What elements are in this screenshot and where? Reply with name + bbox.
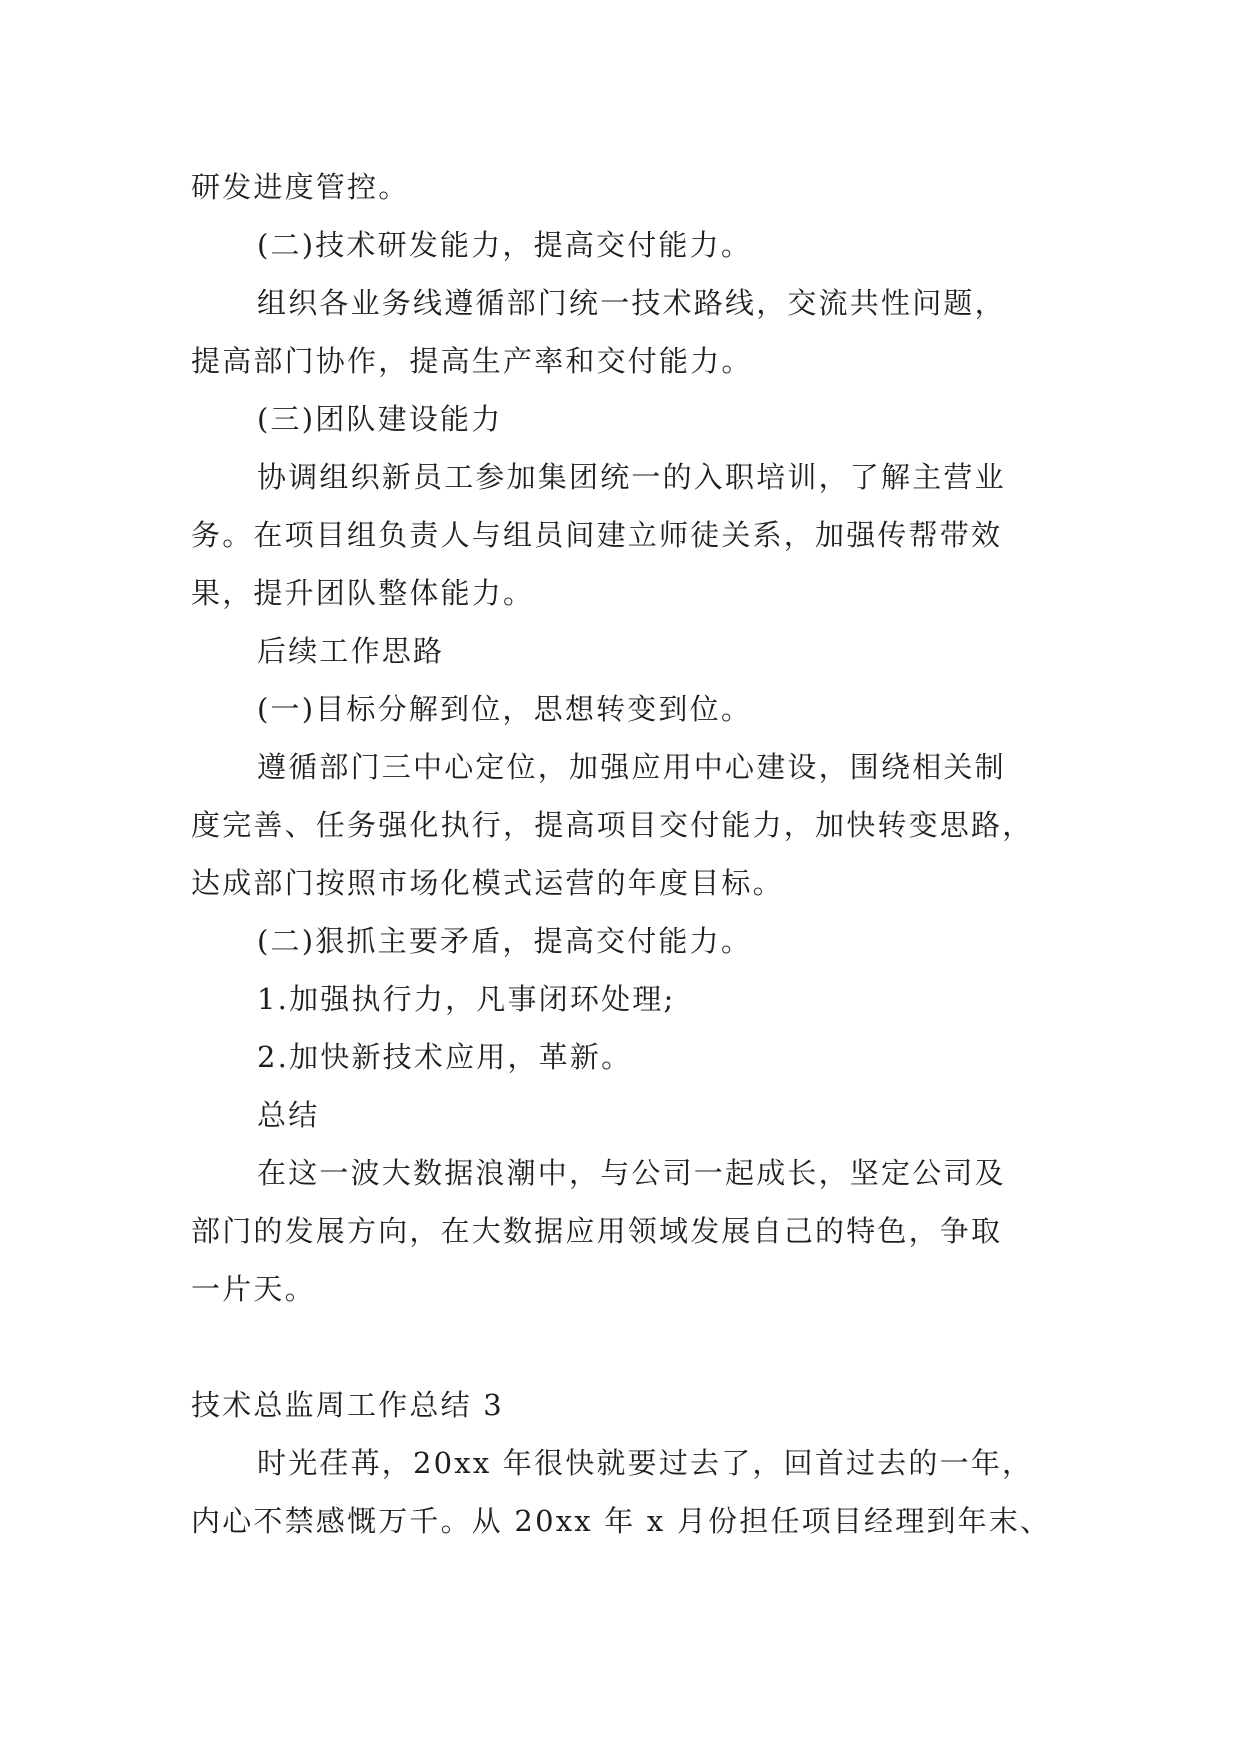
subheading-line: (三)团队建设能力 — [257, 402, 503, 436]
heading-line: 后续工作思路 — [257, 634, 445, 668]
paragraph-line: 提高部门协作，提高生产率和交付能力。 — [191, 344, 753, 378]
subheading-line: (二)狠抓主要矛盾，提高交付能力。 — [257, 924, 753, 958]
section-gap — [191, 1318, 1069, 1376]
paragraph-line: 时光荏苒，20xx 年很快就要过去了，回首过去的一年， — [257, 1446, 1034, 1480]
paragraph-line: 内心不禁感慨万千。从 20xx 年 x 月份担任项目经理到年末、 — [191, 1504, 1052, 1538]
paragraph-line: 果，提升团队整体能力。 — [191, 576, 535, 610]
document-body — [191, 158, 1069, 1550]
paragraph-line: 度完善、任务强化执行，提高项目交付能力，加快转变思路， — [191, 808, 1034, 842]
heading-line: 总结 — [257, 1098, 320, 1132]
list-item: 2.加快新技术应用，革新。 — [257, 1040, 633, 1074]
list-item: 1.加强执行力，凡事闭环处理; — [257, 982, 676, 1016]
paragraph-line: 一片天。 — [191, 1272, 316, 1306]
subheading-line: (二)技术研发能力，提高交付能力。 — [257, 228, 753, 262]
paragraph-line: 组织各业务线遵循部门统一技术路线，交流共性问题， — [257, 286, 1006, 320]
subheading-line: (一)目标分解到位，思想转变到位。 — [257, 692, 753, 726]
paragraph-line: 达成部门按照市场化模式运营的年度目标。 — [191, 866, 784, 900]
paragraph-line: 协调组织新员工参加集团统一的入职培训，了解主营业 — [257, 460, 1006, 494]
paragraph-line: 研发进度管控。 — [191, 170, 410, 204]
paragraph-line: 在这一波大数据浪潮中，与公司一起成长，坚定公司及 — [257, 1156, 1006, 1190]
paragraph-line: 遵循部门三中心定位，加强应用中心建设，围绕相关制 — [257, 750, 1006, 784]
section-title: 技术总监周工作总结 3 — [191, 1388, 504, 1422]
paragraph-line: 部门的发展方向，在大数据应用领域发展自己的特色，争取 — [191, 1214, 1003, 1248]
paragraph-line: 务。在项目组负责人与组员间建立师徒关系，加强传帮带效 — [191, 518, 1003, 552]
